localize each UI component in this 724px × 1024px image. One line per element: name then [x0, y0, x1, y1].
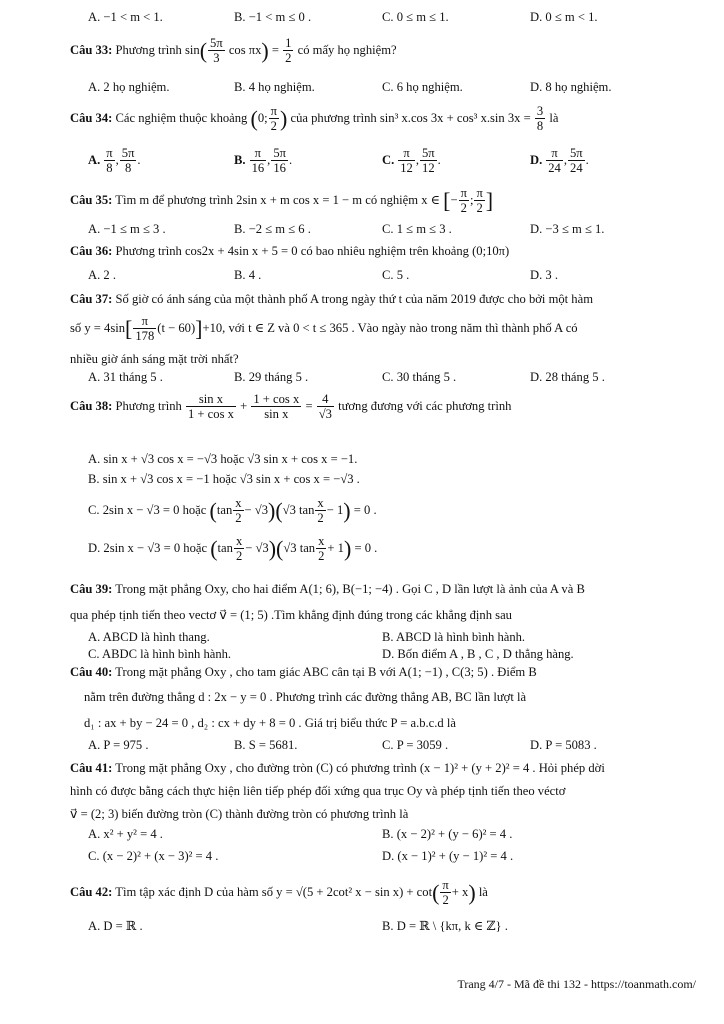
paren-open: (: [199, 37, 208, 63]
question-39-line2: [70, 607, 698, 623]
question-37-line2: [70, 314, 698, 344]
q39-options-row1: [88, 630, 698, 648]
fraction: $\frac{4}{√3}$: [318, 392, 332, 422]
option-d: D. Bốn điểm A , B , C , D thẳng hàng.: [382, 647, 574, 661]
question-text: là: [478, 884, 488, 899]
question-number: Câu 40:: [70, 665, 113, 679]
q37-options: [88, 370, 698, 388]
question-41: [70, 761, 698, 776]
option-b: B. $\frac{\pi}{16}$ , $\frac{5\pi}{16}$ .: [234, 146, 293, 176]
q39-options-row2: [88, 647, 698, 665]
option-c: C. (x − 2)² + (x − 3)² = 4 .: [88, 849, 219, 863]
option-d: D. 8 họ nghiệm.: [530, 80, 612, 94]
option-b: B. −1 < m ≤ 0 .: [234, 10, 312, 24]
option-d: D. 2sin x − √3 = 0 hoặc (tan $\frac{x}{2}$ − √3)(√3 tan $\frac{x}{2}$ + 1) = 0 .: [88, 534, 378, 564]
option-a: A. ABCD là hình thang.: [88, 630, 210, 644]
q41-options-row2: [88, 849, 698, 867]
question-text: +10, với t ∈ Z và 0 < t ≤ 365 . Vào ngày nào trong năm thì thành phố A có: [202, 320, 578, 335]
equals-sign: =: [305, 398, 313, 413]
question-40: [70, 665, 698, 680]
option-c: C. $\frac{\pi}{12}$ , $\frac{5\pi}{12}$ .: [382, 146, 441, 176]
paren-close: ): [468, 879, 476, 905]
bracket-close: ]: [195, 315, 203, 341]
question-34: [70, 104, 698, 134]
q41-options-row1: [88, 827, 698, 845]
option-d: D. 28 tháng 5 .: [530, 370, 605, 384]
fraction: $\frac{\pi}{178}$: [135, 314, 155, 344]
fraction: $\frac{\pi}{2}$: [270, 104, 277, 134]
question-number: Câu 37:: [70, 292, 113, 306]
option-a: A. sin x + √3 cos x = −√3 hoặc √3 sin x + cos x = −1.: [88, 452, 358, 466]
question-text: Trong mặt phẳng Oxy , cho tam giác ABC cân tại B với A(1; −1) , C(3; 5) . Điểm B: [115, 665, 537, 679]
option-b: B. (x − 2)² + (y − 6)² = 4 .: [382, 827, 513, 841]
question-text: Trong mặt phẳng Oxy , cho đường tròn (C) có phương trình (x − 1)² + (y + 2)² = 4 . Hỏi phép dời: [115, 761, 605, 775]
question-text: của phương trình: [290, 110, 377, 125]
option-d: D. 0 ≤ m < 1.: [530, 10, 598, 24]
question-text: d₁ : ax + by − 24 = 0 , d₂ : cx + dy + 8 = 0 . Giá trị biểu thức P = a.b.c.d là: [84, 716, 456, 730]
fraction: $\frac{\pi}{2}$: [460, 186, 467, 216]
option-b: B. D = ℝ \ {kπ, k ∈ ℤ} .: [382, 919, 508, 933]
fraction: $\frac{\text{sin x}}{\text{1 + cos x}}$: [187, 392, 234, 422]
question-number: Câu 35:: [70, 192, 113, 207]
option-a: A. −1 ≤ m ≤ 3 .: [88, 222, 166, 236]
question-text: nhiều giờ ánh sáng mặt trời nhất?: [70, 352, 239, 366]
option-c: C. 6 họ nghiệm.: [382, 80, 463, 94]
q35-options: [88, 222, 698, 240]
question-text: v⃗ = (2; 3) biến đường tròn (C) thành đường tròn có phương trình là: [70, 807, 409, 821]
question-text: Phương trình: [115, 42, 182, 57]
option-a: A. P = 975 .: [88, 738, 149, 752]
option-d: D. $\frac{\pi}{24}$ , $\frac{5\pi}{24}$ .: [530, 146, 589, 176]
option-c: C. 0 ≤ m ≤ 1.: [382, 10, 449, 24]
question-text: là: [549, 110, 559, 125]
option-b: B. −2 ≤ m ≤ 6 .: [234, 222, 311, 236]
question-33: [70, 36, 698, 66]
math-sin: sin: [184, 42, 200, 57]
prev-question-options: [88, 10, 698, 28]
paren-open: (: [432, 879, 440, 905]
question-41-line2: [70, 784, 698, 799]
question-number: Câu 39:: [70, 582, 113, 596]
question-number: Câu 42:: [70, 884, 113, 899]
question-text: qua phép tịnh tiến theo vectơ v⃗ = (1; 5) .Tìm khẳng định đúng trong các khẳng định sau: [70, 608, 512, 622]
math-expression: 0;: [257, 110, 268, 125]
option-b: B. 29 tháng 5 .: [234, 370, 309, 384]
question-37: [70, 292, 698, 307]
option-c: C. ABDC là hình bình hành.: [88, 647, 232, 661]
math-expression: x ∈: [421, 192, 440, 207]
fraction: $\frac{5\pi}{3}$: [210, 36, 223, 66]
option-a: A. 2 .: [88, 268, 116, 282]
math-expression: cos πx: [228, 42, 262, 57]
math-expression: (t − 60): [157, 320, 196, 335]
question-text: Số giờ có ánh sáng của một thành phố A trong ngày thứ t của năm 2019 được cho bởi một hàm: [115, 292, 593, 306]
q34-options: [88, 146, 698, 176]
question-text: Tìm m để phương trình: [115, 192, 233, 207]
question-text: có nghiệm: [365, 192, 419, 207]
question-39: [70, 582, 698, 597]
fraction: $\frac{\pi}{2}$: [442, 878, 449, 908]
option-c: C. 2sin x − √3 = 0 hoặc (tan $\frac{x}{2}$ − √3)(√3 tan $\frac{x}{2}$ − 1) = 0 .: [88, 496, 377, 526]
question-number: Câu 41:: [70, 761, 113, 775]
option-d: D. P = 5083 .: [530, 738, 597, 752]
option-b: B. 4 .: [234, 268, 262, 282]
equals-sign: =: [271, 42, 280, 57]
option-d: D. 3 .: [530, 268, 558, 282]
option-a: A. −1 < m < 1.: [88, 10, 163, 24]
option-c: C. 1 ≤ m ≤ 3 .: [382, 222, 452, 236]
question-38: [70, 392, 698, 422]
paren-close: ): [280, 105, 288, 131]
bracket-open: [: [443, 187, 451, 213]
question-35: Câu 35: Tìm m để phương trình 2sin x + m cos x = 1 − m có nghiệm x ∈ [− $\frac{\pi}{2}$ ; $\frac{\pi}{2}$ ]: [70, 186, 494, 216]
fraction: $\frac{\pi}{2}$: [476, 186, 483, 216]
question-text: Phương trình cos2x + 4sin x + 5 = 0 có bao nhiêu nghiệm trên khoảng (0;10π): [115, 244, 510, 258]
question-number: Câu 33:: [70, 42, 113, 57]
question-text: nằm trên đường thẳng d : 2x − y = 0 . Phương trình các đường thẳng AB, BC lần lượt là: [84, 690, 527, 704]
option-c: C. P = 3059 .: [382, 738, 449, 752]
option-b: B. ABCD là hình bình hành.: [382, 630, 526, 644]
paren-close: ): [261, 37, 269, 63]
q42-options: [88, 918, 698, 936]
option-a: A. x² + y² = 4 .: [88, 827, 163, 841]
math-expression: số y = 4sin: [70, 320, 126, 335]
option-a: A. 31 tháng 5 .: [88, 370, 163, 384]
q40-options: [88, 738, 698, 756]
option-d: D. (x − 1)² + (y − 1)² = 4 .: [382, 849, 514, 863]
fraction: $\frac{1}{2}$: [285, 36, 292, 66]
question-40-line2: [84, 690, 698, 705]
math-expression: 2sin x + m cos x = 1 − m: [236, 192, 363, 207]
question-text: có mấy họ nghiệm?: [297, 42, 397, 57]
question-text: Tìm tập xác định D của hàm số y = √(5 + 2cot² x − sin x) + cot: [115, 884, 433, 899]
question-37-line3: [70, 352, 698, 367]
option-a: A. 2 họ nghiệm.: [88, 80, 170, 94]
page-footer: Trang 4/7 - Mã đề thi 132 - https://toanmath.com/: [457, 977, 696, 991]
math-expression: sin³ x.cos 3x + cos³ x.sin 3x =: [379, 110, 531, 125]
question-36: [70, 244, 698, 259]
fraction: $\frac{\text{1 + cos x}}{\text{sin x}}$: [253, 392, 300, 422]
option-b: B. S = 5681.: [234, 738, 298, 752]
question-number: Câu 36:: [70, 244, 113, 258]
question-40-line3: [84, 716, 698, 731]
option-a: A. D = ℝ .: [88, 919, 143, 933]
option-d: D. −3 ≤ m ≤ 1.: [530, 222, 605, 236]
option-c: C. 5 .: [382, 268, 410, 282]
math-expression: + x: [451, 884, 469, 899]
question-number: Câu 38:: [70, 398, 113, 413]
question-41-line3: [70, 806, 698, 822]
option-b: B. sin x + √3 cos x = −1 hoặc √3 sin x + cos x = −√3 .: [88, 472, 360, 486]
fraction: $\frac{3}{8}$: [536, 104, 544, 134]
q33-options: [88, 80, 698, 98]
question-text: hình có được bằng cách thực hiện liên tiếp phép đối xứng qua trục Oy và phép tịnh tiến theo véctơ: [70, 784, 566, 798]
question-text: tương đương với các phương trình: [338, 398, 512, 413]
paren-open: (: [250, 105, 258, 131]
question-42: [70, 878, 698, 908]
question-text: Các nghiệm thuộc khoảng: [115, 110, 248, 125]
bracket-close: ]: [485, 187, 494, 213]
bracket-open: [: [125, 315, 133, 341]
question-text: Trong mặt phẳng Oxy, cho hai điểm A(1; 6), B(−1; −4) . Gọi C , D lần lượt là ảnh của A và B: [115, 582, 585, 596]
plus-sign: +: [240, 398, 248, 413]
question-text: Phương trình: [115, 398, 182, 413]
option-b: B. 4 họ nghiệm.: [234, 80, 315, 94]
question-number: Câu 34:: [70, 110, 113, 125]
option-a: A. $\frac{\pi}{8}$ , $\frac{5\pi}{8}$ .: [88, 146, 141, 176]
option-c: C. 30 tháng 5 .: [382, 370, 457, 384]
q36-options: [88, 268, 698, 286]
